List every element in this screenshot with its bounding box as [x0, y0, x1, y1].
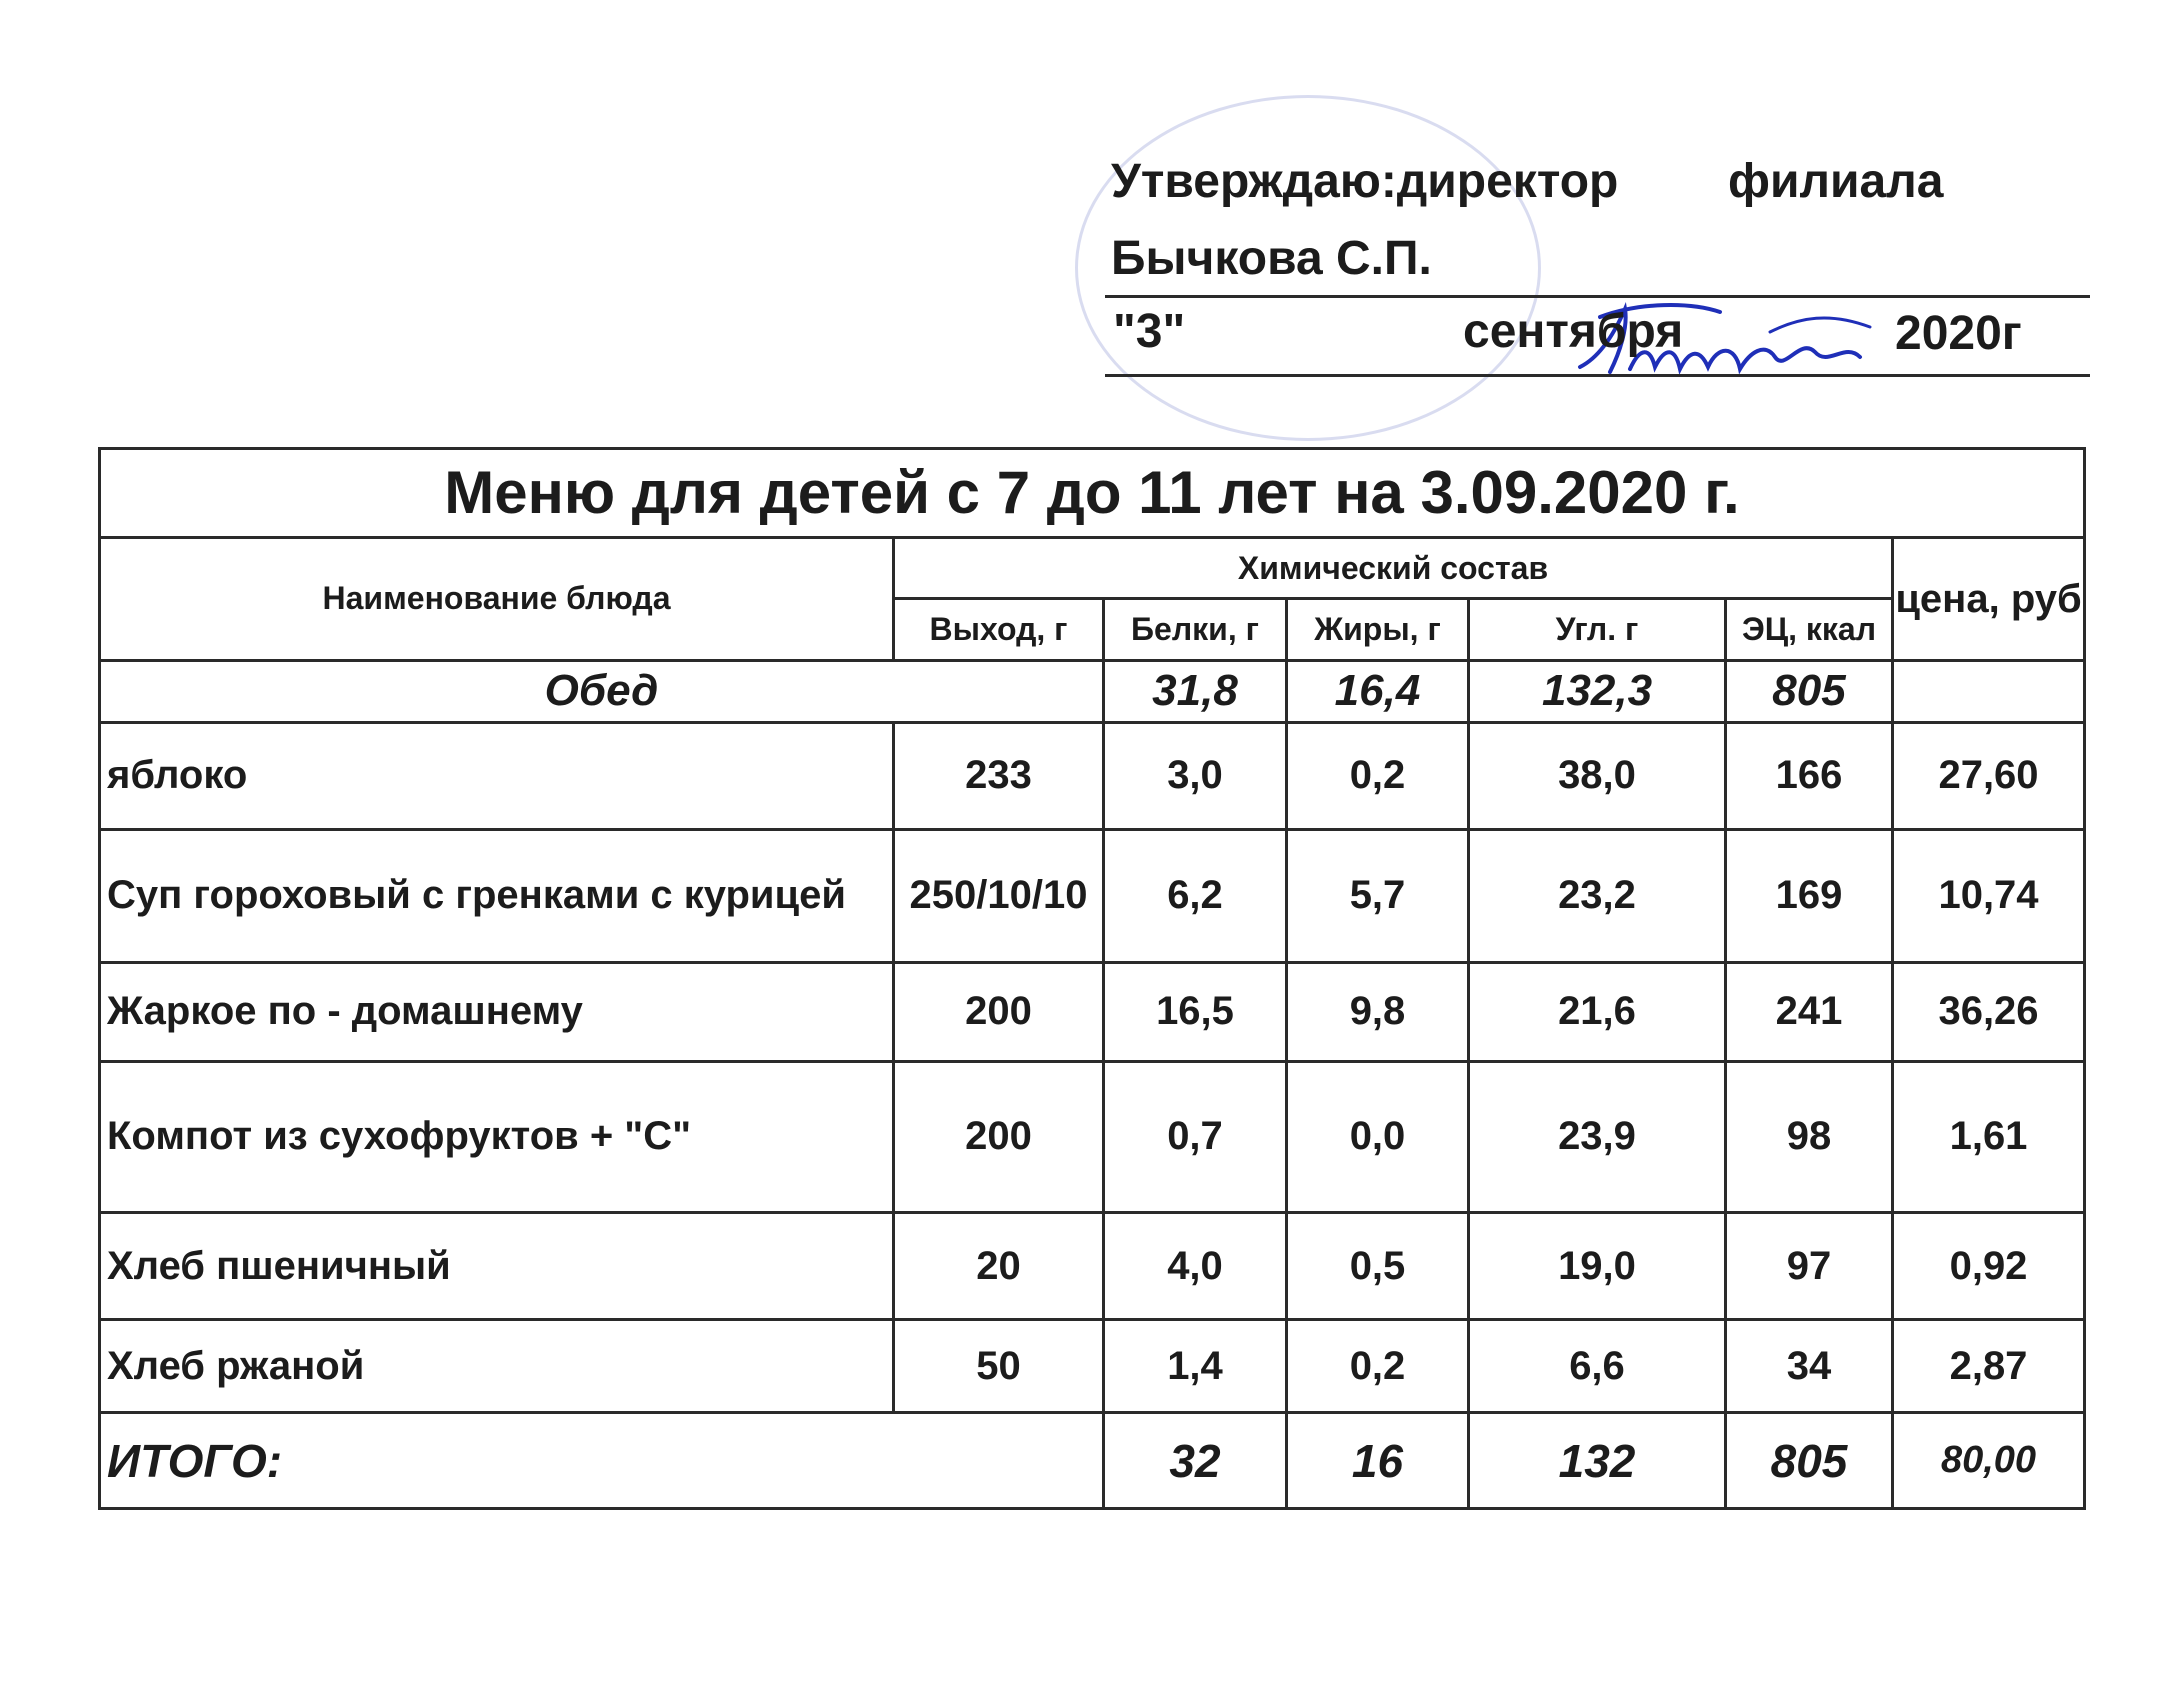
approval-date	[1105, 295, 2090, 377]
meal-price	[1893, 660, 2085, 722]
header-yield: Выход, г	[894, 599, 1104, 661]
dish-name: Хлеб пшеничный	[100, 1213, 894, 1320]
meal-energy: 805	[1726, 660, 1893, 722]
dish-name: Жаркое по - домашнему	[100, 962, 894, 1061]
approval-block	[1105, 150, 2090, 377]
dish-energy: 166	[1726, 722, 1893, 829]
dish-price: 27,60	[1893, 722, 2085, 829]
total-carbs: 132	[1469, 1413, 1726, 1509]
dish-price: 1,61	[1893, 1061, 2085, 1212]
table-row	[100, 829, 2085, 962]
dish-carbs: 23,9	[1469, 1061, 1726, 1212]
meal-fat: 16,4	[1287, 660, 1469, 722]
header-price: цена, руб	[1893, 537, 2085, 660]
dish-protein: 3,0	[1104, 722, 1287, 829]
dish-name: Суп гороховый с гренками с курицей	[100, 829, 894, 962]
dish-energy: 98	[1726, 1061, 1893, 1212]
total-price: 80,00	[1893, 1413, 2085, 1509]
dish-fat: 9,8	[1287, 962, 1469, 1061]
table-row	[100, 1213, 2085, 1320]
table-row	[100, 962, 2085, 1061]
dish-yield: 200	[894, 962, 1104, 1061]
header-fat: Жиры, г	[1287, 599, 1469, 661]
dish-yield: 50	[894, 1320, 1104, 1413]
dish-protein: 4,0	[1104, 1213, 1287, 1320]
dish-carbs: 23,2	[1469, 829, 1726, 962]
approval-branch: филиала	[1728, 155, 1944, 208]
dish-name: яблоко	[100, 722, 894, 829]
dish-name: Хлеб ржаной	[100, 1320, 894, 1413]
dish-yield: 20	[894, 1213, 1104, 1320]
meal-row	[100, 660, 2085, 722]
dish-energy: 97	[1726, 1213, 1893, 1320]
dish-yield: 200	[894, 1061, 1104, 1212]
dish-protein: 16,5	[1104, 962, 1287, 1061]
approval-day: "3"	[1113, 305, 1186, 358]
dish-yield: 233	[894, 722, 1104, 829]
dish-fat: 0,5	[1287, 1213, 1469, 1320]
title-row	[100, 449, 2085, 538]
approval-month: сентября	[1463, 305, 1684, 358]
dish-protein: 1,4	[1104, 1320, 1287, 1413]
dish-price: 0,92	[1893, 1213, 2085, 1320]
header-carbs: Угл. г	[1469, 599, 1726, 661]
total-energy: 805	[1726, 1413, 1893, 1509]
dish-carbs: 38,0	[1469, 722, 1726, 829]
dish-fat: 0,2	[1287, 722, 1469, 829]
menu-table	[98, 447, 2086, 1510]
total-fat: 16	[1287, 1413, 1469, 1509]
menu-title: Меню для детей с 7 до 11 лет на 3.09.2020 г.	[100, 449, 2085, 538]
dish-carbs: 21,6	[1469, 962, 1726, 1061]
director-name: Бычкова С.П.	[1111, 232, 1432, 285]
dish-energy: 241	[1726, 962, 1893, 1061]
meal-protein: 31,8	[1104, 660, 1287, 722]
header-protein: Белки, г	[1104, 599, 1287, 661]
header-dish-name: Наименование блюда	[100, 537, 894, 660]
approval-year: 2020г	[1895, 307, 2022, 360]
dish-carbs: 6,6	[1469, 1320, 1726, 1413]
dish-price: 10,74	[1893, 829, 2085, 962]
approval-line-1	[1105, 150, 2090, 225]
header-chemical-composition: Химический состав	[894, 537, 1893, 599]
dish-name: Компот из сухофруктов + "С"	[100, 1061, 894, 1212]
total-label: ИТОГО:	[100, 1413, 1104, 1509]
table-row	[100, 722, 2085, 829]
dish-energy: 169	[1726, 829, 1893, 962]
header-energy: ЭЦ, ккал	[1726, 599, 1893, 661]
dish-protein: 0,7	[1104, 1061, 1287, 1212]
approval-line-2	[1105, 225, 2090, 295]
dish-price: 36,26	[1893, 962, 2085, 1061]
dish-fat: 0,2	[1287, 1320, 1469, 1413]
dish-energy: 34	[1726, 1320, 1893, 1413]
table-row	[100, 1061, 2085, 1212]
meal-name: Обед	[100, 660, 1104, 722]
header-row	[100, 537, 2085, 599]
dish-yield: 250/10/10	[894, 829, 1104, 962]
dish-price: 2,87	[1893, 1320, 2085, 1413]
total-row	[100, 1413, 2085, 1509]
approval-title: Утверждаю:директор	[1111, 155, 1619, 208]
dish-carbs: 19,0	[1469, 1213, 1726, 1320]
table-row	[100, 1320, 2085, 1413]
dish-fat: 5,7	[1287, 829, 1469, 962]
meal-carbs: 132,3	[1469, 660, 1726, 722]
dish-protein: 6,2	[1104, 829, 1287, 962]
total-protein: 32	[1104, 1413, 1287, 1509]
dish-fat: 0,0	[1287, 1061, 1469, 1212]
